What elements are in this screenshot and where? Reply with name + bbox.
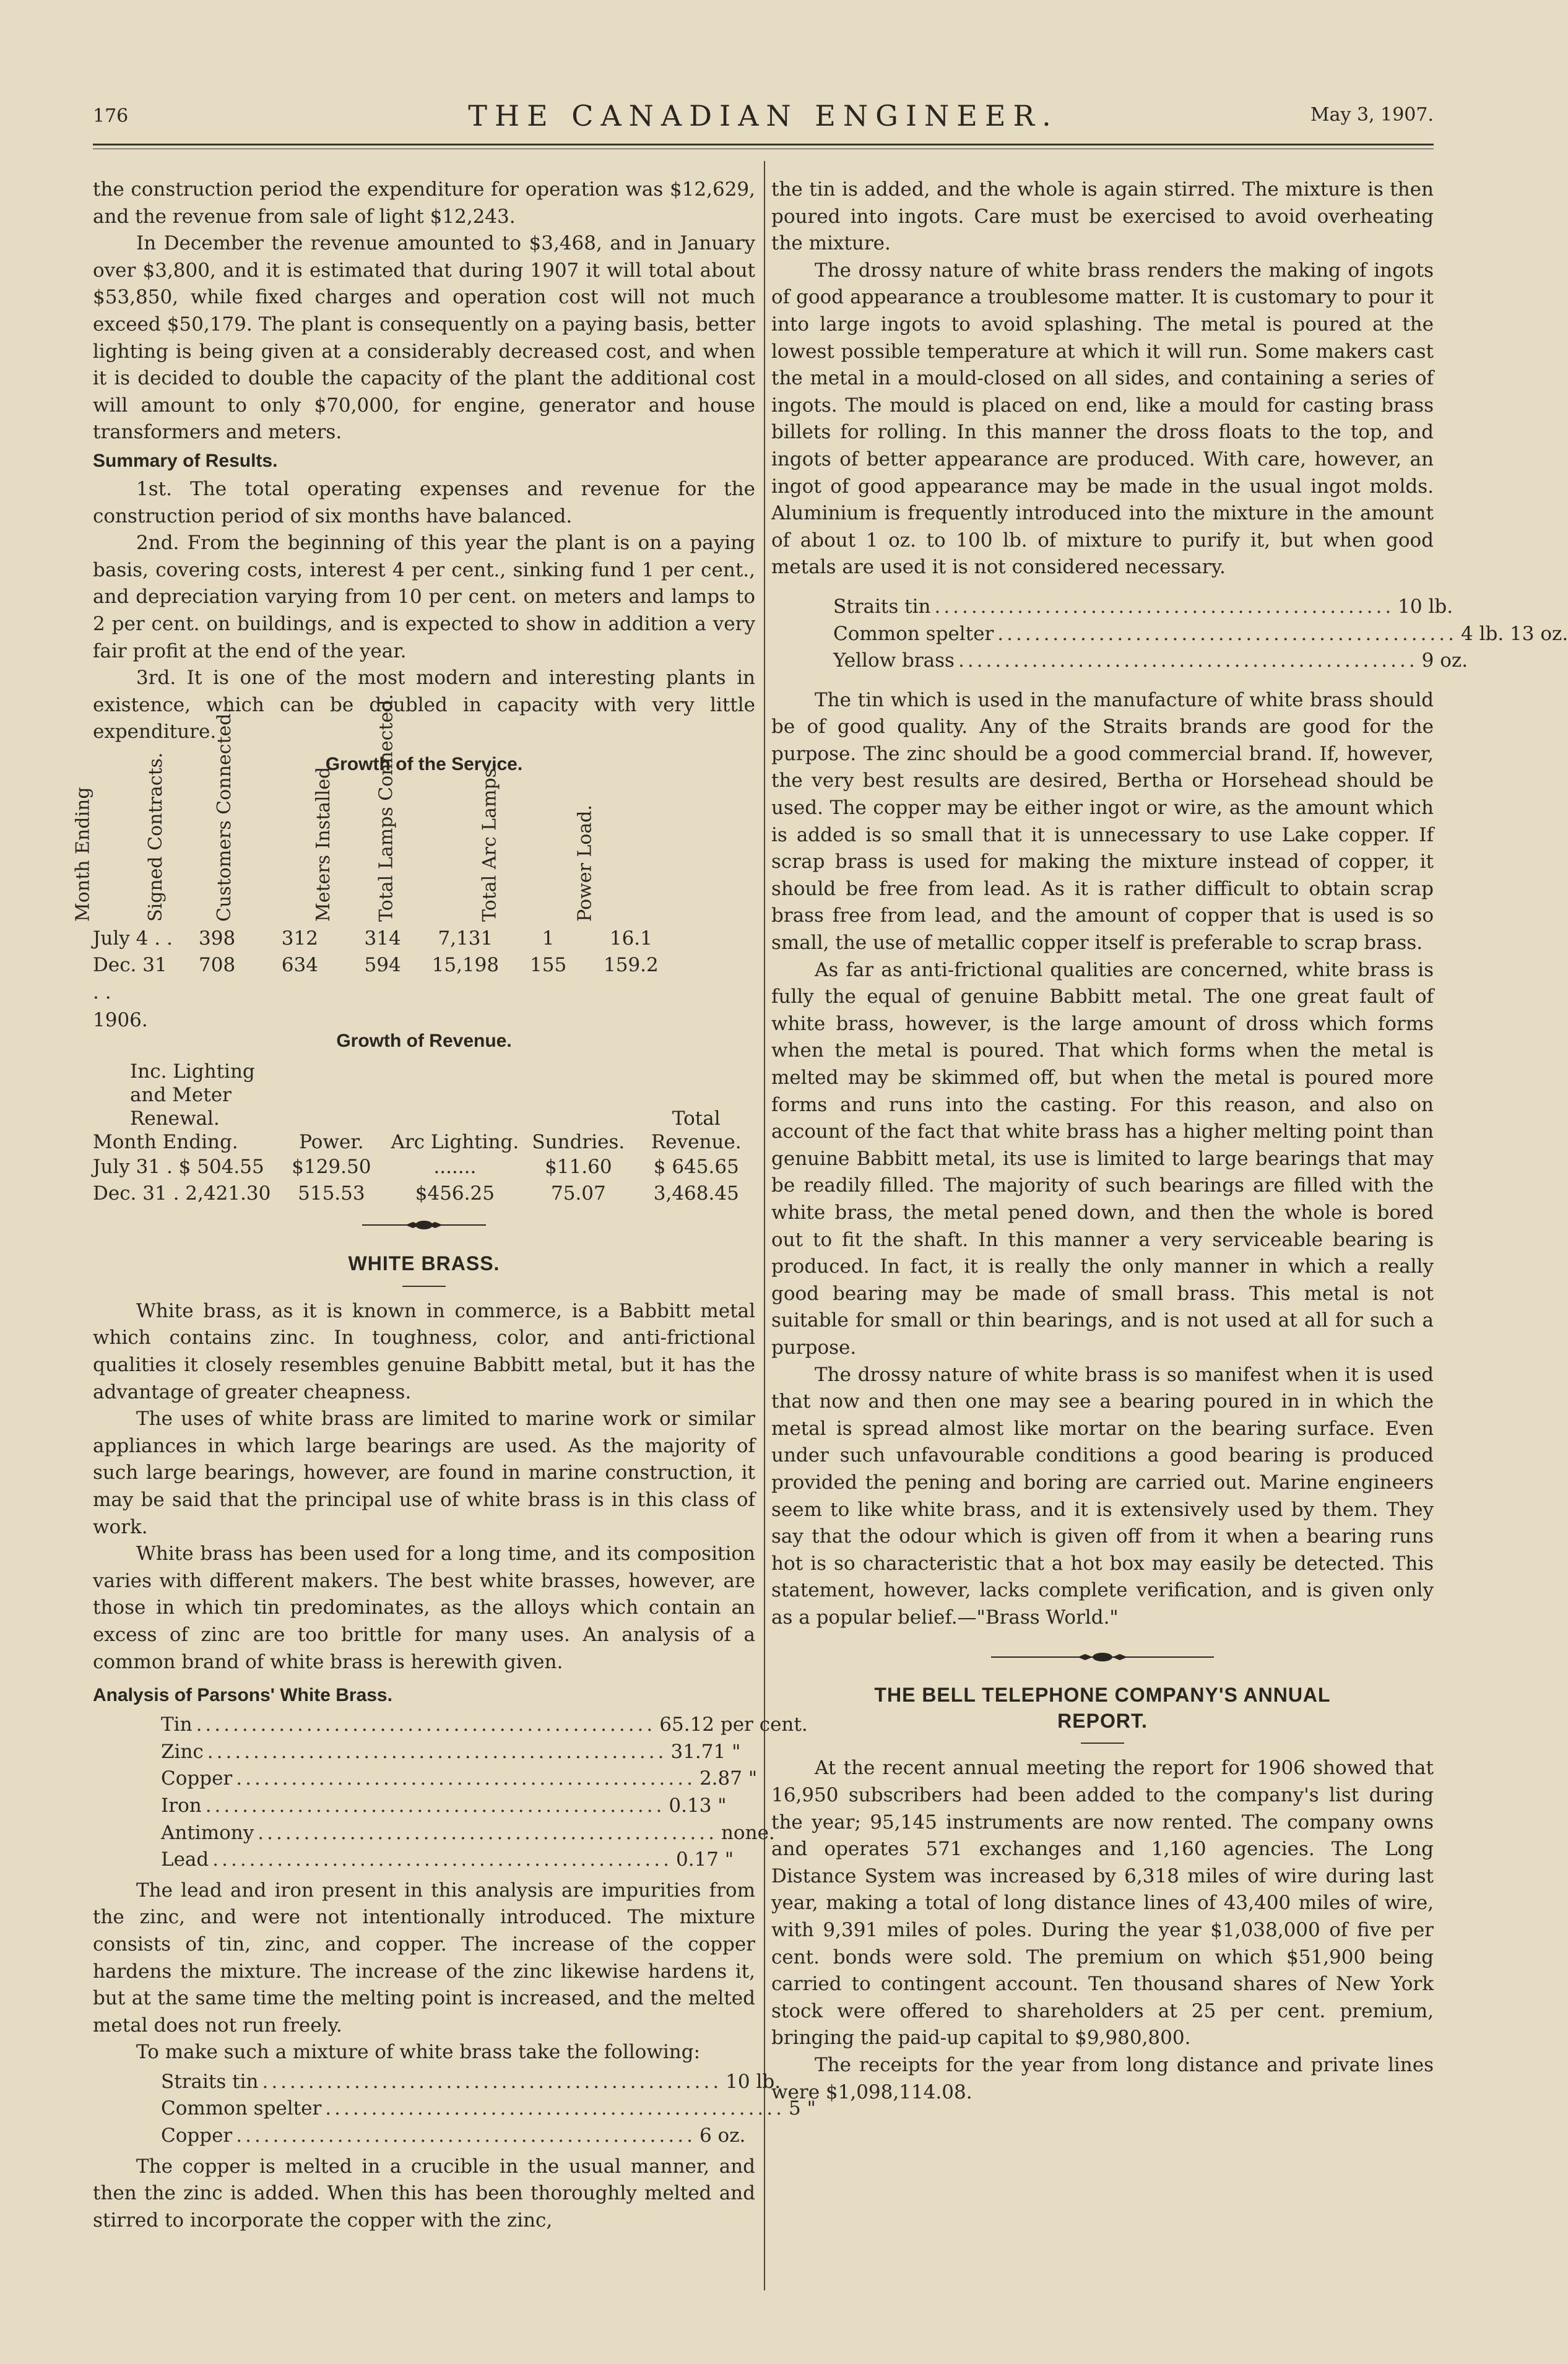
ornament-icon bbox=[991, 1651, 1214, 1663]
list-item: Zinc .................................................. 31.71 " bbox=[161, 1740, 741, 1763]
issue-date: May 3, 1907. bbox=[1310, 104, 1434, 126]
table-header: Meters Installed. bbox=[313, 761, 335, 922]
paragraph: White brass, as it is known in commerce, is a Babbitt metal which contains zinc. In toughness, color, and anti-frictional qualities it closely resembles genuine Babbitt metal, but it has the advantage of greater cheapness. bbox=[93, 1299, 755, 1403]
table-cell: 75.07 bbox=[550, 1182, 606, 1205]
table-cell: 3,468.45 bbox=[653, 1182, 739, 1205]
paragraph: The drossy nature of white brass renders the making of ingots of good appearance a troublesome matter. It is customary to pour it into large ingots to avoid splashing. The metal is poured at the lowest possible temperature at which it will run. Some makers cast the metal in a mould-closed on all sides, and containing a series of ingots. The mould is placed on end, like a mould for casting brass billets for rolling. In this manner the dross floats to the top, and ingots of better appearance are produced. With care, however, an ingot of good appearance may be made in the usual ingot molds. Aluminium is frequently introduced into the mixture in the amount of about 1 oz. to 100 lb. of mixture to purify it, but when good metals are used it is not considered necessary. bbox=[771, 259, 1434, 579]
short-rule bbox=[402, 1286, 446, 1287]
table-header: Power Load. bbox=[574, 804, 596, 922]
right-column bbox=[771, 176, 1568, 2106]
paragraph: the tin is added, and the whole is again stirred. The mixture is then poured into ingots. Care must be exercised to avoid overheating the mixture. bbox=[771, 178, 1434, 255]
paragraph: In December the revenue amounted to $3,468, and in January over $3,800, and it is estimated that during 1907 it will total about $53,850, while fixed charges and operation cost will not much exceed $50,179. The plant is consequently on a paying basis, better lighting is being given at a considerably decreased cost, and when it is decided to double the capacity of the plant the additional cost will amount to only $70,000, for engine, generator and house transformers and meters. bbox=[93, 232, 755, 444]
table-header: Total Lamps Connected. bbox=[375, 693, 397, 922]
table-cell: 634 bbox=[281, 954, 318, 977]
paragraph: 3rd. It is one of the most modern and interesting plants in existence, which can be doubled in capacity with very little expenditure. bbox=[93, 667, 755, 743]
list-item: Iron .................................................. 0.13 " bbox=[161, 1794, 727, 1817]
white-brass-heading: WHITE BRASS. bbox=[348, 1252, 500, 1275]
table-cell: $456.25 bbox=[415, 1182, 495, 1205]
mixture-list bbox=[771, 594, 1568, 675]
paragraph: The tin which is used in the manufacture of white brass should be of good quality. Any of the Straits brands are good for the purpose. The zinc should be a good commercial brand. If, however, the very best results are desired, Bertha or Horsehead should be used. The copper may be either ingot or wire, as the amount which is added is so small that it is unnecessary to use Lake copper. If scrap brass is used for making the mixture instead of copper, it should be free from lead. As it is rather difficult to obtain scrap brass free from lead, and the amount of copper that is used is so small, the use of metallic copper itself is preferable to scrap brass. bbox=[771, 688, 1434, 955]
table-cell: 159.2 bbox=[604, 954, 659, 977]
column-divider bbox=[764, 161, 765, 2290]
table-cell: $129.50 bbox=[292, 1155, 371, 1178]
paragraph: As far as anti-frictional qualities are concerned, white brass is fully the equal of genuine Babbitt metal. The one great fault of white brass, however, is the large amount of dross which forms when the metal is poured. That which forms when the metal is melted may be skimmed off, but when the metal is poured more forms and runs into the casting. For this reason, and also on account of the fact that white brass has a higher melting point than genuine Babbitt metal, its use is limited to large bearings that may be readily filled. The majority of such bearings are filled with the white brass, the metal pened down, and then the whole is bored out to fit the shaft. In this manner a very serviceable bearing is produced. In fact, it is really the only manner in which a really good bearing may be made of small brass. This metal is not suitable for small or thin bearings, and is not used at all for such a purpose. bbox=[771, 958, 1434, 1359]
table-cell: $ 645.65 bbox=[653, 1155, 739, 1178]
bell-report-heading-line2: REPORT. bbox=[1057, 1710, 1148, 1733]
ornament-divider bbox=[93, 1211, 755, 1239]
list-item: Common spelter .................................................. 4 lb. 13 oz. bbox=[833, 622, 1568, 645]
left-column bbox=[72, 176, 816, 2234]
table-cell: 1 bbox=[542, 927, 555, 950]
table-header: Power. bbox=[299, 1130, 364, 1153]
table-cell: 314 bbox=[364, 927, 401, 950]
page-number: 176 bbox=[93, 105, 129, 127]
paragraph: The lead and iron present in this analysis are impurities from the zinc, and were not intentionally introduced. The mixture consists of tin, zinc, and copper. The increase of the copper hardens the mixture. The increase of the zinc likewise hardens it, but at the same time the melting point is increased, and the melted metal does not run freely. bbox=[93, 1879, 755, 2037]
table-header: Arc Lighting. bbox=[391, 1130, 519, 1153]
ornament-divider bbox=[771, 1643, 1434, 1671]
list-item: Common spelter .................................................. 5 " bbox=[161, 2097, 816, 2120]
paragraph: The uses of white brass are limited to marine work or similar appliances in which large bearings are used. As the majority of such large bearings, however, are found in marine construction, it may be said that the principal use of white brass is in this class of work. bbox=[93, 1408, 755, 1538]
list-item: Copper .................................................. 6 oz. bbox=[161, 2124, 746, 2147]
paragraph: To make such a mixture of white brass take the following: bbox=[136, 2041, 701, 2064]
journal-title: THE CANADIAN ENGINEER. bbox=[468, 99, 1059, 132]
analysis-list bbox=[93, 1712, 808, 1874]
table-cell: ....... bbox=[433, 1155, 477, 1178]
revenue-table bbox=[93, 1060, 755, 1208]
table-header: Sundries. bbox=[532, 1130, 625, 1153]
table-cell: 515.53 bbox=[298, 1182, 365, 1205]
paragraph: 1st. The total operating expenses and revenue for the construction period of six months have balanced. bbox=[93, 477, 755, 527]
table-header: Customers Connected. bbox=[214, 707, 236, 922]
year-label: 1906. bbox=[93, 1008, 148, 1031]
header-rule-thick bbox=[93, 144, 1434, 145]
table-cell: 155 bbox=[530, 954, 567, 977]
table-cell: July 31 . $ 504.55 bbox=[93, 1155, 264, 1178]
paragraph: The receipts for the year from long distance and private lines were $1,098,114.08. bbox=[771, 2054, 1434, 2103]
list-item: Straits tin .................................................. 10 lb. bbox=[161, 2070, 781, 2093]
analysis-heading: Analysis of Parsons' White Brass. bbox=[93, 1685, 392, 1706]
list-item: Straits tin .................................................. 10 lb. bbox=[833, 595, 1453, 618]
list-item: Tin .................................................. 65.12 per cent. bbox=[161, 1713, 808, 1736]
paragraph: The drossy nature of white brass is so manifest when it is used that now and then one may see a bearing poured in in which the metal is spread almost like mortar on the bearing surface. Even under such unfavourable conditions a good bearing is produced provided the pening and boring are carried out. Marine engineers seem to like white brass, and it is extensively used by them. They say that the odour which is given off from it when a bearing runs hot is so characteristic that a hot box may easily be detected. This statement, however, lacks complete verification, and is given only as a popular belief.—"Brass World." bbox=[771, 1363, 1434, 1629]
running-header bbox=[93, 99, 1434, 136]
paragraph: the construction period the expenditure for operation was $12,629, and the revenue from sale of light $12,243. bbox=[93, 178, 755, 228]
paragraph: White brass has been used for a long time, and its composition varies with different makers. The best white brasses, however, are those in which tin predominates, as the alloys which contain an excess of zinc are too brittle for many uses. An analysis of a common brand of white brass is herewith given. bbox=[93, 1543, 755, 1673]
mixture-list bbox=[93, 2069, 816, 2150]
table-cell: 16.1 bbox=[609, 927, 652, 950]
ornament-icon bbox=[362, 1219, 486, 1231]
table-header: Total Arc Lamps. bbox=[479, 762, 501, 922]
list-item: Yellow brass .................................................. 9 oz. bbox=[833, 649, 1468, 672]
table-cell: 7,131 bbox=[438, 927, 493, 950]
short-rule bbox=[1081, 1743, 1124, 1744]
service-table-title: Growth of the Service. bbox=[325, 753, 523, 774]
table-cell: 708 bbox=[199, 954, 236, 977]
table-header: Signed Contracts. bbox=[144, 752, 167, 922]
table-cell: 15,198 bbox=[431, 954, 500, 977]
list-item: Lead .................................................. 0.17 " bbox=[161, 1848, 734, 1871]
table-header: Total Revenue. bbox=[651, 1107, 742, 1153]
table-cell: 594 bbox=[364, 954, 401, 977]
table-cell: 312 bbox=[281, 927, 318, 950]
list-item: Copper .................................................. 2.87 " bbox=[161, 1767, 758, 1790]
table-cell: $11.60 bbox=[545, 1155, 612, 1178]
paragraph: At the recent annual meeting the report for 1906 showed that 16,950 subscribers had been added to the company's list during the year; 95,145 instruments are now rented. The company owns and operates 571 exchanges and 1,160 agencies. The Long Distance System was increased by 6,318 miles of wire during last year, making a total of long distance lines of 43,400 miles of wire, with 9,391 miles of poles. During the year $1,038,000 of five per cent. bonds were sold. The premium on which $51,900 being carried to contingent account. Ten thousand shares of New York stock were offered to shareholders at 25 per cent. premium, bringing the paid-up capital to $9,980,800. bbox=[771, 1757, 1434, 2050]
paragraph: 2nd. From the beginning of this year the plant is on a paying basis, covering costs, interest 4 per cent., sinking fund 1 per cent., and depreciation varying from 10 per cent. on meters and lamps to 2 per cent. on buildings, and is expected to show in addition a very fair profit at the end of the year. bbox=[93, 532, 755, 662]
table-header: Month Ending bbox=[72, 787, 94, 922]
paragraph: The copper is melted in a crucible in the usual manner, and then the zinc is added. When this has been thoroughly melted and stirred to incorporate the copper with the zinc, bbox=[93, 2155, 755, 2232]
table-cell: July 4 . . bbox=[93, 927, 173, 950]
table-header: Inc. Lighting and Meter Renewal. Month Ending. bbox=[93, 1060, 255, 1153]
revenue-table-title: Growth of Revenue. bbox=[336, 1030, 512, 1051]
list-item: Antimony .................................................. none. bbox=[161, 1821, 775, 1844]
table-cell: Dec. 31 . 2,421.30 bbox=[93, 1182, 271, 1205]
table-cell: 398 bbox=[199, 927, 236, 950]
table-cell: Dec. 31 . . bbox=[93, 954, 167, 1004]
summary-heading: Summary of Results. bbox=[93, 450, 278, 471]
bell-report-heading: THE BELL TELEPHONE COMPANY'S ANNUAL bbox=[874, 1684, 1331, 1707]
